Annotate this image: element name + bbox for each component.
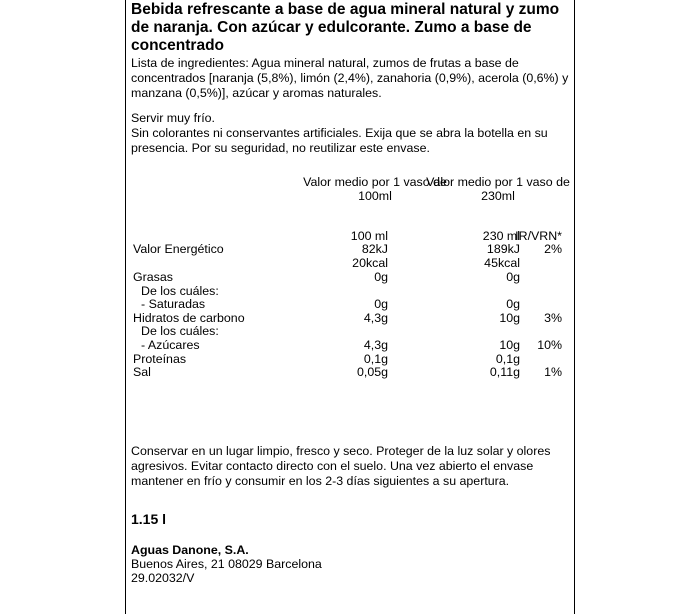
col-ir-vrn: IR/VRN*	[515, 229, 562, 243]
nutrient-value-100ml: 0g	[374, 270, 388, 284]
header-230ml-line2: 230ml	[481, 189, 515, 203]
nutrient-value-230ml: 10g	[499, 338, 520, 352]
nutrient-value-230ml: 10g	[499, 311, 520, 325]
company-address: Buenos Aires, 21 08029 Barcelona	[131, 557, 322, 571]
nutrient-value-ir-vrn: 10%	[537, 338, 562, 352]
nutrient-value-ir-vrn: 3%	[544, 311, 562, 325]
nutrient-label: - Saturadas	[141, 297, 206, 311]
nutrient-label: Valor Energético	[133, 242, 224, 256]
header-100ml-line2: 100ml	[358, 189, 392, 203]
nutrient-value-ir-vrn: 2%	[544, 242, 562, 256]
nutrient-value-100ml: 82kJ	[361, 242, 388, 256]
nutrient-label: Sal	[133, 365, 151, 379]
nutrient-value-230ml: 0,11g	[489, 365, 520, 379]
nutrient-value-100ml: 4,3g	[363, 311, 388, 325]
nutrient-label: Hidratos de carbono	[133, 311, 245, 325]
nutrient-value-100ml: 4,3g	[363, 338, 388, 352]
nutrient-label: De los cuáles:	[141, 284, 219, 298]
nutrient-value-230ml: 45kcal	[484, 256, 520, 270]
header-230ml-line1: Valor medio por 1 vaso de	[426, 175, 570, 189]
storage-instructions: Conservar en un lugar limpio, fresco y seco. Proteger de la luz solar y olores agresivos. Evitar contacto directo con el suelo. Una vez abierto el envase mantener en frío y consumir en los 2-3 días siguientes a su apertura.	[131, 444, 551, 489]
net-volume: 1.15 l	[131, 511, 167, 527]
no-colorants-notice: Sin colorantes ni conservantes artificiales. Exija que se abra la botella en su presencia. Por su seguridad, no reutilizar este envase.	[131, 126, 548, 156]
nutrient-value-230ml: 0g	[506, 270, 520, 284]
nutrient-value-100ml: 0,05g	[356, 365, 388, 379]
ingredients-list: Lista de ingredientes: Agua mineral natural, zumos de frutas a base de concentrados [naranja (5,8%), limón (2,4%), zanahoria (0,9%), acerola (0,6%) y manzana (0,5%)], azúcar y aromas naturales.	[131, 56, 569, 101]
col-230ml: 230 ml	[482, 229, 520, 243]
product-code: 29.02032/V	[131, 571, 195, 585]
serving-instruction: Servir muy frío.	[131, 111, 215, 125]
nutrient-value-100ml: 0,1g	[363, 352, 388, 366]
nutrient-value-230ml: 0,1g	[495, 352, 520, 366]
header-100ml-line1: Valor medio por 1 vaso de	[303, 175, 447, 189]
nutrient-value-ir-vrn: 1%	[544, 365, 562, 379]
nutrient-value-100ml: 20kcal	[352, 256, 388, 270]
nutrient-label: Grasas	[133, 270, 173, 284]
nutrient-value-230ml: 189kJ	[486, 242, 520, 256]
nutrient-label: Proteínas	[133, 352, 187, 366]
nutrient-value-100ml: 0g	[374, 297, 388, 311]
nutrient-label: - Azúcares	[141, 338, 200, 352]
company-name: Aguas Danone, S.A.	[131, 543, 249, 557]
nutrient-label: De los cuáles:	[141, 324, 219, 338]
product-title: Bebida refrescante a base de agua mineral natural y zumo de naranja. Con azúcar y edulcorante. Zumo a base de concentrado	[131, 1, 560, 54]
nutrient-value-230ml: 0g	[506, 297, 520, 311]
col-100ml: 100 ml	[350, 229, 388, 243]
